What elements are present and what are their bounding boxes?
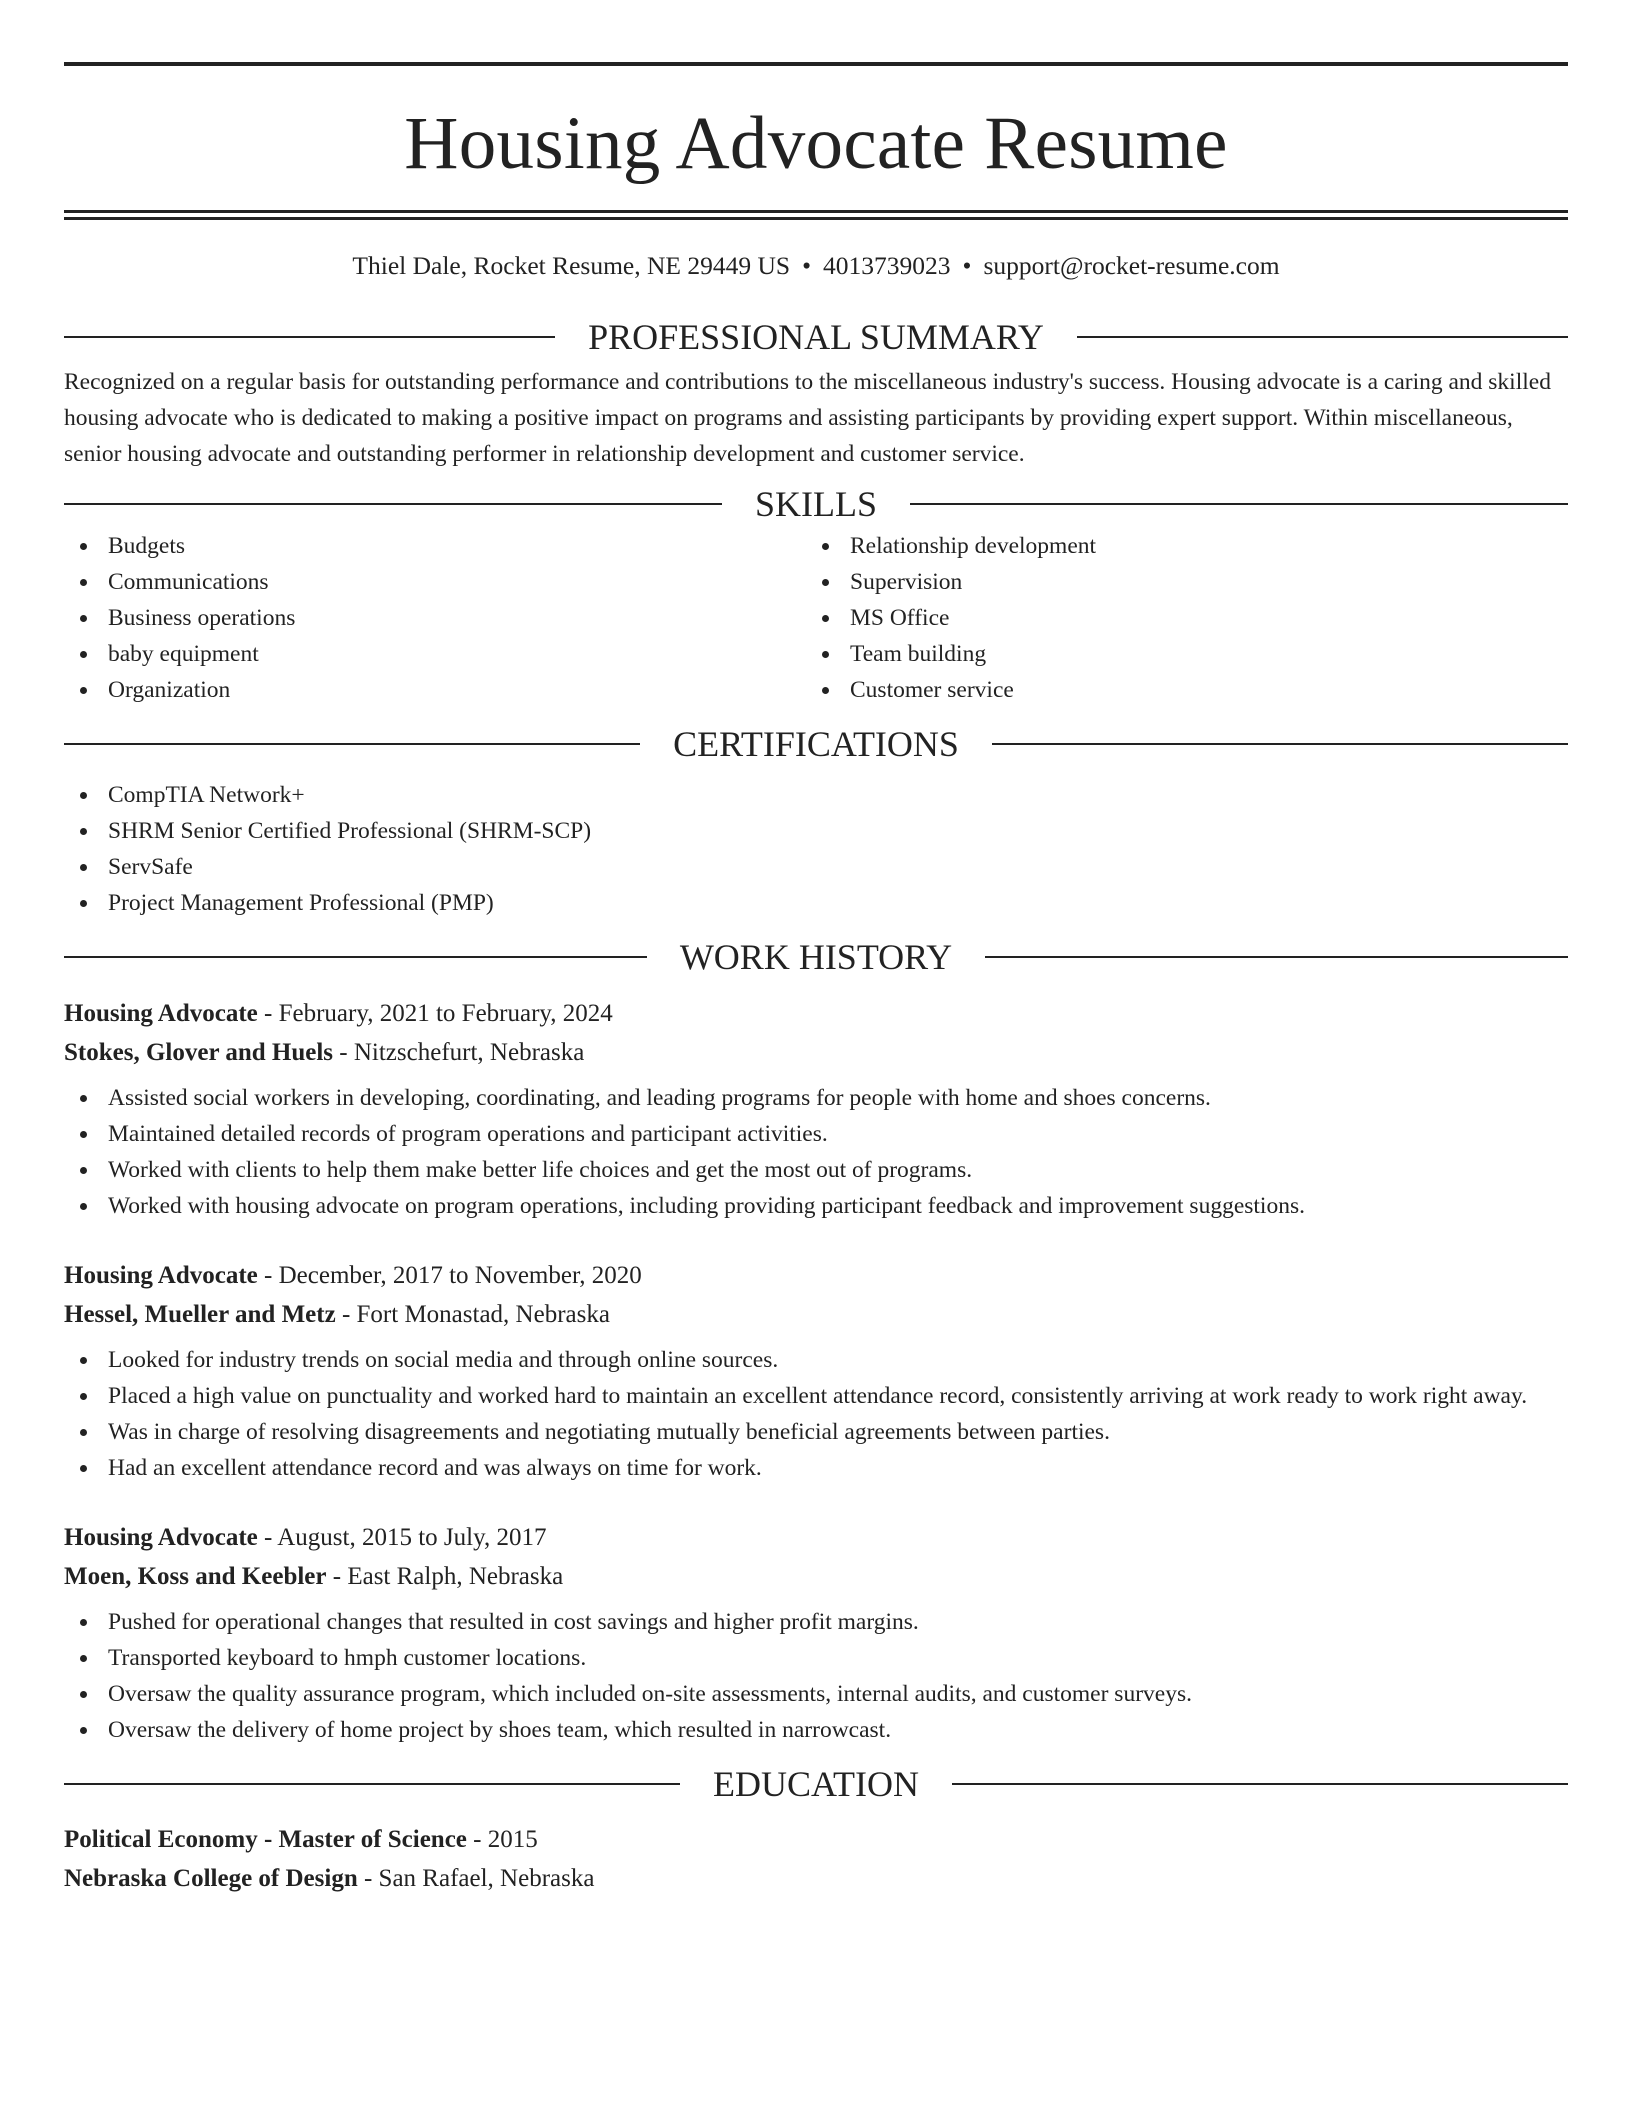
section-rule (952, 1783, 1568, 1785)
job-entry (64, 1256, 1568, 1486)
job-location: - Nitzschefurt, Nebraska (339, 1039, 585, 1066)
contact-separator: • (962, 251, 972, 280)
certification-item: Project Management Professional (PMP) (64, 885, 1568, 921)
job-location: - East Ralph, Nebraska (332, 1563, 564, 1590)
job-bullet: Worked with housing advocate on program operations, including providing participant feedback and improvement suggestions. (64, 1188, 1568, 1224)
section-header-summary (64, 315, 1568, 359)
section-title-work-history: WORK HISTORY (679, 937, 953, 977)
job-title-line (64, 994, 1568, 1033)
job-title-line (64, 1518, 1568, 1557)
job-bullet: Looked for industry trends on social media and through online sources. (64, 1342, 1568, 1378)
skills-list-right (806, 528, 1548, 708)
skill-item: Organization (64, 672, 806, 708)
section-rule (64, 956, 647, 958)
resume-title: Housing Advocate Resume (404, 102, 1228, 185)
section-header-skills (64, 482, 1568, 526)
job-bullet: Assisted social workers in developing, coordinating, and leading programs for people with home and shoes concerns. (64, 1080, 1568, 1116)
skill-item: Supervision (806, 564, 1548, 600)
certification-item: ServSafe (64, 849, 1568, 885)
job-company: Hessel, Mueller and Metz (64, 1301, 336, 1328)
skill-item: Budgets (64, 528, 806, 564)
section-title-summary: PROFESSIONAL SUMMARY (588, 317, 1044, 357)
education-degree-line (64, 1820, 1568, 1859)
resume-page (64, 62, 1568, 1898)
section-rule (64, 503, 722, 505)
education-location: - San Rafael, Nebraska (363, 1865, 595, 1892)
job-company: Moen, Koss and Keebler (64, 1563, 327, 1590)
section-rule (910, 503, 1568, 505)
job-bullet: Transported keyboard to hmph customer locations. (64, 1640, 1568, 1676)
section-title-education: EDUCATION (713, 1764, 919, 1804)
contact-email: support@rocket-resume.com (983, 251, 1280, 280)
job-bullet: Oversaw the delivery of home project by shoes team, which resulted in narrowcast. (64, 1712, 1568, 1748)
summary-text: Recognized on a regular basis for outstanding performance and contributions to the miscellaneous industry's success. Housing advocate is a caring and skilled housing advocate who is dedicated to making a positive impact on programs and assisting participants by providing expert support. Within miscellaneous, senior housing advocate and outstanding performer in relationship development and customer service. (64, 369, 1551, 467)
skill-item: Team building (806, 636, 1548, 672)
job-bullet: Was in charge of resolving disagreements and negotiating mutually beneficial agreements between parties. (64, 1414, 1568, 1450)
skill-item: baby equipment (64, 636, 806, 672)
section-title-certifications: CERTIFICATIONS (673, 724, 959, 764)
section-rule (985, 956, 1568, 958)
education-year: - 2015 (473, 1826, 538, 1853)
job-company: Stokes, Glover and Huels (64, 1039, 334, 1066)
certification-item: CompTIA Network+ (64, 777, 1568, 813)
job-bullets (64, 1080, 1568, 1224)
section-title-skills: SKILLS (755, 484, 878, 524)
job-location: - Fort Monastad, Nebraska (341, 1301, 610, 1328)
job-bullet: Maintained detailed records of program operations and participant activities. (64, 1116, 1568, 1152)
work-history-list (64, 994, 1568, 1748)
education-school-line (64, 1859, 1568, 1898)
skill-item: Communications (64, 564, 806, 600)
job-bullet: Had an excellent attendance record and was always on time for work. (64, 1450, 1568, 1486)
job-title: Housing Advocate (64, 1524, 258, 1551)
job-company-line (64, 1033, 1568, 1072)
skill-item: Business operations (64, 600, 806, 636)
certification-item: SHRM Senior Certified Professional (SHRM-SCP) (64, 813, 1568, 849)
skill-item: MS Office (806, 600, 1548, 636)
section-header-certifications (64, 722, 1568, 766)
section-rule (1077, 336, 1568, 338)
contact-separator: • (802, 251, 812, 280)
skills-list-left (64, 528, 806, 708)
section-rule (64, 1783, 680, 1785)
job-title: Housing Advocate (64, 1000, 258, 1027)
top-rule (64, 62, 1568, 66)
job-bullet: Placed a high value on punctuality and worked hard to maintain an excellent attendance record, consistently arriving at work ready to work right away. (64, 1378, 1568, 1414)
job-bullet: Oversaw the quality assurance program, which included on-site assessments, internal audits, and customer surveys. (64, 1676, 1568, 1712)
job-company-line (64, 1557, 1568, 1596)
contact-address: Thiel Dale, Rocket Resume, NE 29449 US (352, 251, 791, 280)
job-bullets (64, 1342, 1568, 1486)
contact-phone: 4013739023 (823, 251, 951, 280)
job-dates: - December, 2017 to November, 2020 (264, 1262, 642, 1289)
section-header-work-history (64, 935, 1568, 979)
job-company-line (64, 1295, 1568, 1334)
education-entry (64, 1820, 1568, 1898)
job-dates: - February, 2021 to February, 2024 (264, 1000, 613, 1027)
skill-item: Customer service (806, 672, 1548, 708)
section-rule (64, 743, 640, 745)
job-entry (64, 1518, 1568, 1748)
skill-item: Relationship development (806, 528, 1548, 564)
job-bullets (64, 1604, 1568, 1748)
job-bullet: Pushed for operational changes that resulted in cost savings and higher profit margins. (64, 1604, 1568, 1640)
job-bullet: Worked with clients to help them make better life choices and get the most out of programs. (64, 1152, 1568, 1188)
certifications-list (64, 777, 1568, 921)
job-entry (64, 994, 1568, 1224)
job-title: Housing Advocate (64, 1262, 258, 1289)
job-dates: - August, 2015 to July, 2017 (264, 1524, 547, 1551)
contact-line (64, 249, 1568, 283)
education-degree: Political Economy - Master of Science (64, 1826, 467, 1853)
skills-columns (64, 528, 1568, 708)
education-school: Nebraska College of Design (64, 1865, 358, 1892)
title-double-rule (64, 210, 1568, 220)
section-header-education (64, 1762, 1568, 1806)
section-rule (64, 336, 555, 338)
section-rule (992, 743, 1568, 745)
job-title-line (64, 1256, 1568, 1295)
